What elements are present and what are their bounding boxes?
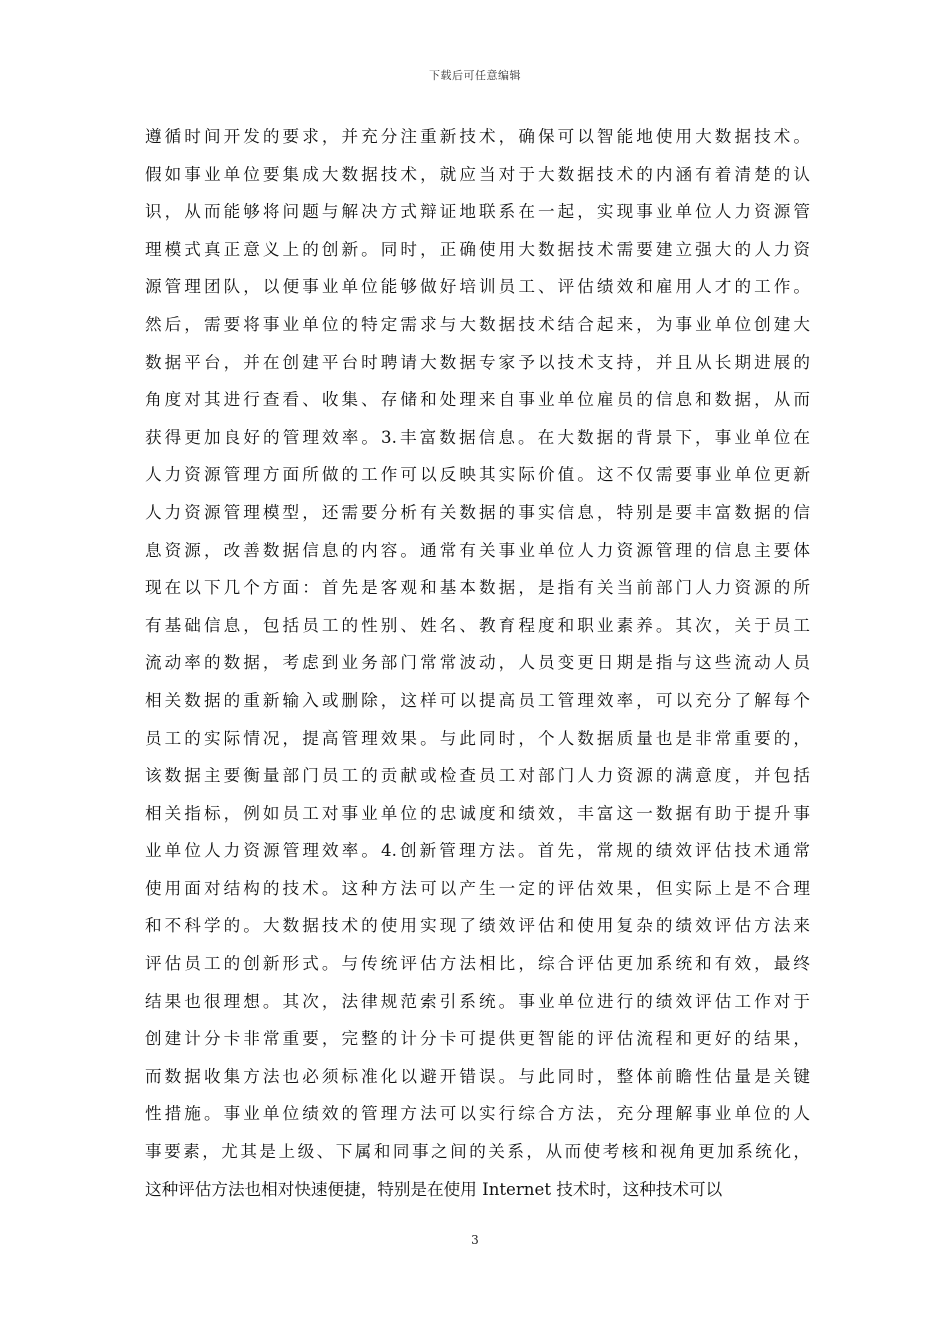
text-line: 角度对其进行查看、收集、存储和处理来自事业单位雇员的信息和数据，从而: [145, 390, 810, 410]
text-line: 而数据收集方法也必须标准化以避开错误。与此同时，整体前瞻性估量是关键: [145, 1066, 810, 1086]
text-line: 识，从而能够将问题与解决方式辩证地联系在一起，实现事业单位人力资源管: [145, 202, 810, 222]
text-line: 人力资源管理方面所做的工作可以反映其实际价值。这不仅需要事业单位更新: [145, 465, 810, 485]
page-number: 3: [471, 1233, 479, 1247]
text-line: 评估员工的创新形式。与传统评估方法相比，综合评估更加系统和有效，最终: [145, 954, 810, 974]
text-line: 结果也很理想。其次，法律规范索引系统。事业单位进行的绩效评估工作对于: [145, 991, 810, 1011]
text-line: 相关指标，例如员工对事业单位的忠诚度和绩效，丰富这一数据有助于提升事: [145, 803, 810, 823]
text-line: 该数据主要衡量部门员工的贡献或检查员工对部门人力资源的满意度，并包括: [145, 766, 810, 786]
text-line: 遵循时间开发的要求，并充分注重新技术，确保可以智能地使用大数据技术。: [145, 127, 810, 146]
text-line: 获得更加良好的管理效率。3.丰富数据信息。在大数据的背景下，事业单位在: [145, 427, 810, 447]
text-line: 息资源，改善数据信息的内容。通常有关事业单位人力资源管理的信息主要体: [145, 540, 810, 560]
text-line: 使用面对结构的技术。这种方法可以产生一定的评估效果，但实际上是不合理: [145, 878, 810, 898]
body-paragraph: [145, 118, 810, 1208]
text-line: 事要素，尤其是上级、下属和同事之间的关系，从而使考核和视角更加系统化，: [145, 1142, 810, 1162]
text-line: 数据平台，并在创建平台时聘请大数据专家予以技术支持，并且从长期进展的: [145, 352, 810, 372]
text-line: 和不科学的。大数据技术的使用实现了绩效评估和使用复杂的绩效评估方法来: [145, 916, 810, 936]
text-line: 流动率的数据，考虑到业务部门常常波动，人员变更日期是指与这些流动人员: [145, 653, 810, 673]
text-line: 现在以下几个方面：首先是客观和基本数据，是指有关当前部门人力资源的所: [145, 578, 810, 598]
text-line: 源管理团队，以便事业单位能够做好培训员工、评估绩效和雇用人才的工作。: [145, 277, 810, 297]
text-line: 人力资源管理模型，还需要分析有关数据的事实信息，特别是要丰富数据的信: [145, 502, 810, 522]
page-header: 下载后可任意编辑: [429, 69, 521, 82]
text-line: 创建计分卡非常重要，完整的计分卡可提供更智能的评估流程和更好的结果，: [145, 1029, 810, 1049]
text-line: 这种评估方法也相对快速便捷，特别是在使用 Internet 技术时，这种技术可以: [145, 1179, 723, 1199]
text-line: 员工的实际情况，提高管理效果。与此同时，个人数据质量也是非常重要的，: [145, 728, 810, 748]
text-line: 相关数据的重新输入或删除，这样可以提高员工管理效率，可以充分了解每个: [145, 690, 810, 710]
text-line: 有基础信息，包括员工的性别、姓名、教育程度和职业素养。其次，关于员工: [145, 615, 810, 635]
text-line: 性措施。事业单位绩效的管理方法可以实行综合方法，充分理解事业单位的人: [145, 1104, 810, 1124]
text-line: 业单位人力资源管理效率。4.创新管理方法。首先，常规的绩效评估技术通常: [145, 841, 810, 861]
text-line: 然后，需要将事业单位的特定需求与大数据技术结合起来，为事业单位创建大: [145, 314, 810, 334]
text-line: 假如事业单位要集成大数据技术，就应当对于大数据技术的内涵有着清楚的认: [145, 164, 810, 184]
text-line: 理模式真正意义上的创新。同时，正确使用大数据技术需要建立强大的人力资: [145, 239, 810, 259]
